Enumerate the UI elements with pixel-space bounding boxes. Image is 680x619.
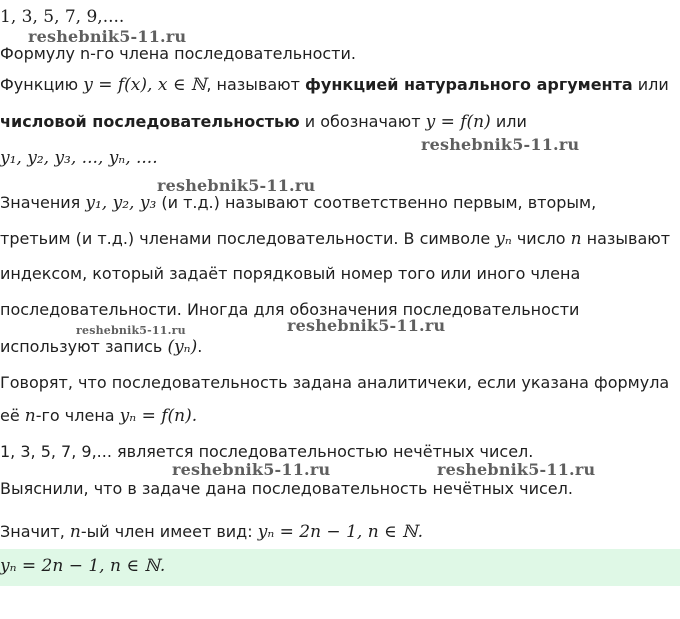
math-fragment: n (69, 522, 81, 542)
text-fragment: (и т.д.) называют соответственно первым, вторым, (156, 193, 597, 212)
text-fragment: Значения (0, 193, 86, 212)
text-fragment: или (632, 75, 669, 94)
watermark: reshebnik5-11.ru (172, 460, 331, 479)
watermark: reshebnik5-11.ru (28, 27, 187, 46)
text-fragment: используют запись (0, 337, 168, 356)
watermark: reshebnik5-11.ru (287, 316, 446, 335)
text-fragment: и обозначают (299, 112, 426, 131)
text-fragment: последовательности. Иногда для обозначения последовательности (0, 300, 580, 319)
bold-term: числовой последовательностью (0, 112, 300, 131)
text-fragment: число (511, 229, 571, 248)
math-fragment: y = f(n) (425, 112, 491, 132)
text-fragment: . (197, 337, 203, 356)
text-fragment: индексом, который задаёт порядковый номер того или иного члена (0, 264, 581, 283)
task-line (0, 43, 356, 65)
watermark: reshebnik5-11.ru (437, 460, 596, 479)
text-fragment: -го члена (35, 406, 120, 425)
definition-line-1 (0, 74, 669, 96)
paragraph-line-1 (0, 192, 596, 214)
text-fragment: , называют (206, 75, 306, 94)
analytic-line-2 (0, 405, 197, 427)
math-fragment: y = f(x), x ∈ ℕ (83, 75, 207, 95)
watermark: reshebnik5-11.ru (76, 324, 186, 337)
math-fragment: y₁, y₂, y₃ (85, 193, 157, 213)
math-fragment: n (570, 229, 582, 249)
sequence-notation (0, 147, 158, 169)
math-fragment: n (24, 406, 36, 426)
sequence-given (0, 6, 124, 28)
conclusion-line (0, 478, 573, 500)
text-fragment: Функцию (0, 75, 84, 94)
text-fragment: называют (581, 229, 671, 248)
text-fragment: Значит, (0, 522, 70, 541)
watermark: reshebnik5-11.ru (157, 176, 316, 195)
answer-box (0, 549, 680, 586)
bold-term: функцией натурального аргумента (305, 75, 633, 94)
watermark: reshebnik5-11.ru (421, 135, 580, 154)
math-fragment: (yₙ) (167, 337, 198, 357)
text-fragment: -ый член имеет вид: (80, 522, 258, 541)
text-fragment: третьим (и т.д.) членами последовательности. В символе (0, 229, 496, 248)
paragraph-line-3 (0, 263, 580, 285)
text-fragment: её (0, 406, 25, 425)
text-fragment: Выяснили, что в задаче дана последовательность нечётных чисел. (0, 479, 573, 498)
math-fragment: y₁, y₂, y₃, ..., yₙ, .... (0, 148, 158, 168)
text-fragment: или (490, 112, 527, 131)
analytic-line-1 (0, 372, 669, 394)
sequence-text: 1, 3, 5, 7, 9,.... (0, 7, 125, 27)
paragraph-line-2 (0, 228, 670, 250)
math-fragment: yₙ = f(n). (119, 406, 198, 426)
math-fragment: yₙ (495, 229, 512, 249)
task-text: Формулу n-го члена последовательности. (0, 44, 356, 63)
text-fragment: 1, 3, 5, 7, 9,... является последовательностью нечётных чисел. (0, 442, 534, 461)
definition-line-2 (0, 111, 527, 133)
math-fragment: yₙ = 2n − 1, n ∈ ℕ. (257, 522, 423, 542)
formula-line (0, 521, 423, 543)
text-fragment: Говорят, что последовательность задана аналитичеки, если указана формула (0, 373, 670, 392)
paragraph-line-5 (0, 336, 202, 358)
answer-formula: yₙ = 2n − 1, n ∈ ℕ. (0, 556, 166, 576)
